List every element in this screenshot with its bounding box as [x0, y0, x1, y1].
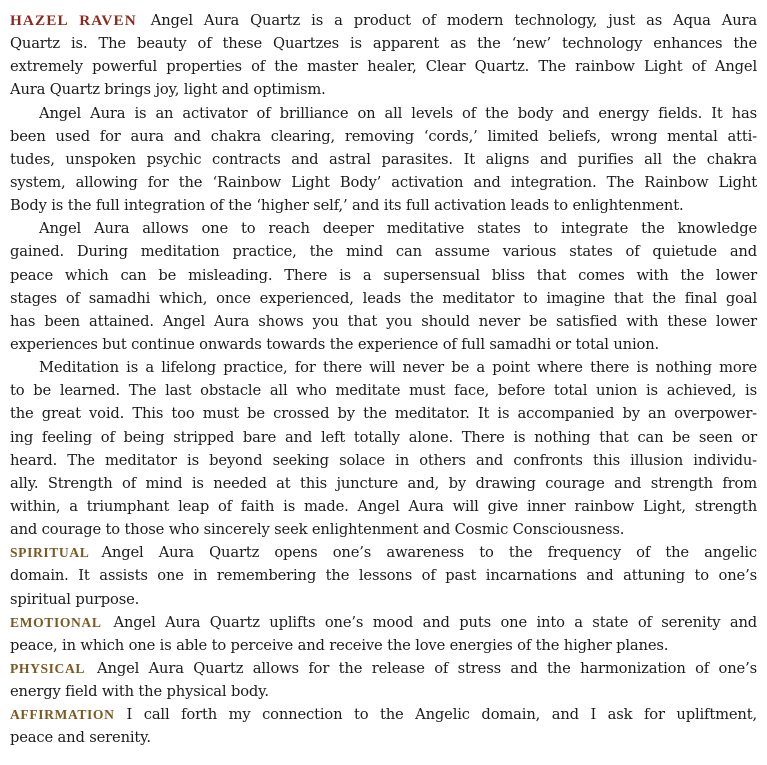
- text-line: and courage to those who sincerely seek enlightenment and Cosmic Consciousness.: [10, 521, 625, 539]
- physical-heading: PHYSICAL: [10, 660, 86, 676]
- spiritual-section: [10, 541, 757, 564]
- text-line: Angel Aura allows one to reach deeper meditative states to integrate the knowledge: [39, 220, 757, 238]
- text-line: experiences but continue onwards towards the experience of full samadhi or total union.: [10, 335, 660, 353]
- text-line: gained. During meditation practice, the mind can assume various states of quietude and: [10, 243, 757, 261]
- text-line: heard. The meditator is beyond seeking solace in others and confronts this illusion individu-: [10, 451, 757, 469]
- text-line: extremely powerful properties of the master healer, Clear Quartz. The rainbow Light of Angel: [10, 58, 757, 76]
- text-line: energy field with the physical body.: [10, 683, 269, 701]
- text-line: [10, 9, 757, 32]
- text-line: peace which can be misleading. There is a supersensual bliss that comes with the lower: [10, 266, 757, 284]
- text-line-content: Angel Aura Quartz uplifts one’s mood and puts one into a state of serenity and: [113, 613, 757, 631]
- text-line-content: I call forth my connection to the Angelic domain, and I ask for upliftment,: [126, 706, 757, 724]
- text-line-content: Angel Aura Quartz opens one’s awareness to the frequency of the angelic: [101, 544, 757, 562]
- text-line: Body is the full integration of the ‘higher self,’ and its full activation leads to enlightenment.: [10, 197, 684, 215]
- affirmation-section: [10, 703, 757, 726]
- text-line: domain. It assists one in remembering the lessons of past incarnations and attuning to one’s: [10, 567, 757, 585]
- text-line: Aura Quartz brings joy, light and optimism.: [10, 81, 326, 99]
- text-line: stages of samadhi which, once experienced, leads the meditator to imagine that the final goal: [10, 289, 757, 307]
- text-line: ing feeling of being stripped bare and left totally alone. There is nothing that can be seen or: [10, 428, 757, 446]
- text-line: peace and serenity.: [10, 729, 151, 747]
- text-line: the great void. This too must be crossed by the meditator. It is accompanied by an overpower-: [10, 405, 757, 423]
- spiritual-heading: SPIRITUAL: [10, 545, 90, 561]
- text-line: been used for aura and chakra clearing, removing ‘cords,’ limited beliefs, wrong mental atti-: [10, 127, 757, 145]
- affirmation-heading: AFFIRMATION: [10, 707, 115, 723]
- emotional-heading: EMOTIONAL: [10, 614, 102, 630]
- author-heading: HAZEL RAVEN: [10, 12, 137, 29]
- text-line: spiritual purpose.: [10, 590, 140, 608]
- emotional-section: [10, 611, 757, 634]
- text-line: within, a triumphant leap of faith is made. Angel Aura will give inner rainbow Light, strength: [10, 497, 757, 515]
- physical-section: [10, 657, 757, 680]
- text-line: system, allowing for the ‘Rainbow Light Body’ activation and integration. The Rainbow Light: [10, 173, 757, 191]
- text-line: ally. Strength of mind is needed at this juncture and, by drawing courage and strength from: [10, 474, 757, 492]
- text-line: tudes, unspoken psychic contracts and astral parasites. It aligns and purifies all the chakra: [10, 150, 757, 168]
- text-line: Angel Aura is an activator of brilliance on all levels of the body and energy fields. It has: [39, 104, 757, 122]
- text-line: to be learned. The last obstacle all who meditate must face, before total union is achieved, is: [10, 382, 757, 400]
- text-line: peace, in which one is able to perceive and receive the love energies of the higher planes.: [10, 636, 669, 654]
- text-line-content: Angel Aura Quartz is a product of modern technology, just as Aqua Aura: [150, 12, 757, 29]
- text-line: has been attained. Angel Aura shows you that you should never be satisfied with these lower: [10, 312, 757, 330]
- text-line-content: Angel Aura Quartz allows for the release of stress and the harmonization of one’s: [97, 659, 757, 677]
- text-line: Meditation is a lifelong practice, for there will never be a point where there is nothing more: [39, 359, 757, 377]
- text-line: Quartz is. The beauty of these Quartzes is apparent as the ‘new’ technology enhances the: [10, 35, 757, 53]
